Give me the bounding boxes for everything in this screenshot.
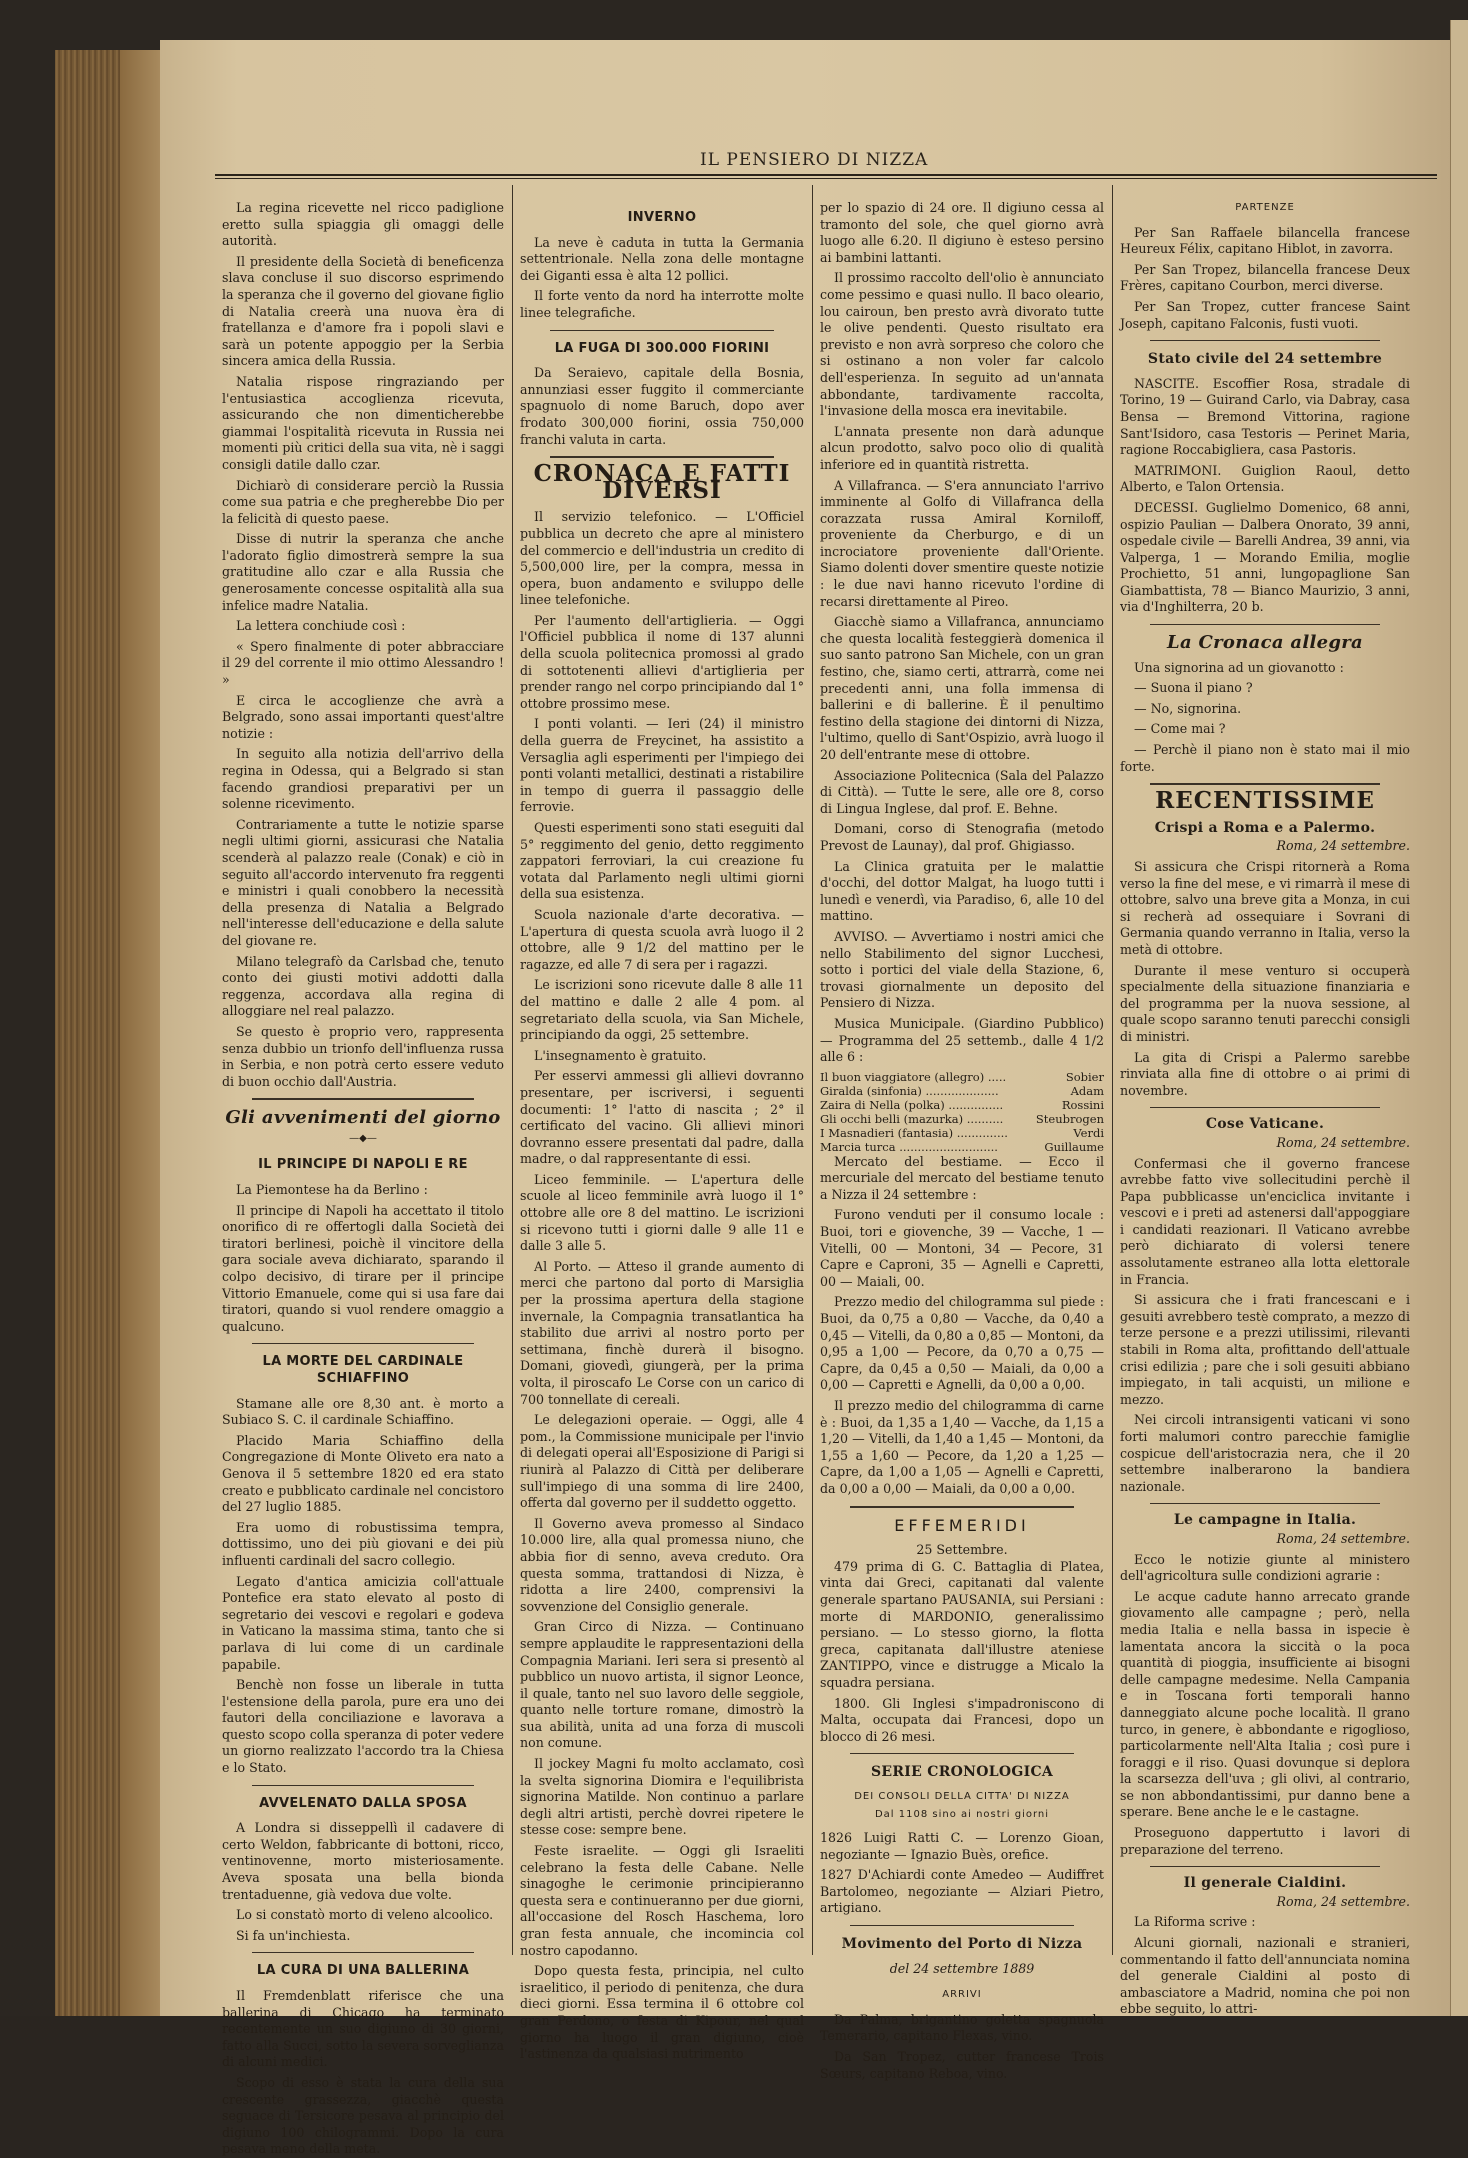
paragraph: Associazione Politecnica (Sala del Palazzo di Città). — Tutte le sere, alle ore 8, corso di Lingua Inglese, dal prof. E. Behne. [820,767,1104,816]
paragraph: Per San Raffaele bilancella francese Heureux Félix, capitano Hiblot, in zavorra. [1120,224,1410,257]
date-line: Roma, 24 settembre. [1276,1530,1410,1546]
paragraph: Si assicura che Crispi ritornerà a Roma verso la fine del mese, e vi rimarrà il mese di ottobre, salvo una breve gita a Monza, in cui si recherà ad ossequiare i Sovrani di Germania quando verranno in Italia, verso la metà di ottobre. [1120,859,1410,957]
paragraph: La lettera conchiude così : [236,618,406,634]
paragraph: Milano telegrafò da Carlsbad che, tenuto conto dei giusti motivi addotti dalla reggenza, accordava alla regina di alloggiare nel real palazzo. [222,953,504,1019]
program-piece: Gli occhi belli (mazurka) .......... [820,1111,1004,1126]
paragraph: Era uomo di robustissima tempra, dottissimo, uno dei più giovani e dei più influenti cardinali del sacro collegio. [222,1519,504,1568]
divider [1150,624,1380,625]
music-program [820,1070,1104,1154]
paragraph: DECESSI. Guglielmo Domenico, 68 anni, ospizio Paulian — Dalbera Onorato, 39 anni, ospedale civile — Barelli Andrea, 39 anni, via Valperga, 1 — Morando Emilia, moglie Prochietto, 51 anni, lungopaglione San Giambattista, 78 — Bianco Maurizio, 3 anni, via d'Inghilterra, 20 b. [1120,499,1410,615]
paragraph: La Piemontese ha da Berlino : [236,1182,428,1198]
divider [252,1098,474,1100]
paragraph: Benchè non fosse un liberale in tutta l'estensione della parola, pure era uno dei fautori della conciliazione e lavorava a questo scopo colla speranza di poter vedere un giorno realizzato l'accordo tra la Chiesa e lo Stato. [222,1677,504,1776]
paragraph: La Riforma scrive : [1134,1914,1256,1930]
date-line: Roma, 24 settembre. [1276,1893,1410,1909]
program-row [820,1098,1104,1112]
paragraph: Per l'aumento dell'artiglieria. — Oggi l'Officiel pubblica il nome di 137 alunni della scuola politecnica promossi al grado di sottotenenti allievi d'artiglieria per prender rango nel corpo principiando dal 1° ottobre prossimo mese. [520,612,804,711]
book-spine-edge [120,50,160,2016]
column-1 [222,200,504,2157]
paragraph: In seguito alla notizia dell'arrivo della regina in Odessa, qui a Belgrado si stan facendo grandiosi preparativi per un solenne ricevimento. [222,746,504,812]
article-heading: AVVELENATO DALLA SPOSA [259,1795,467,1811]
paragraph: « Spero finalmente di poter abbracciare il 29 del corrente il mio ottimo Alessandro ! » [222,638,504,688]
divider [850,1506,1074,1508]
program-piece: Marcia turca ........................... [820,1139,998,1154]
paragraph: Il presidente della Società di beneficenza slava concluse il suo discorso esprimendo la speranza che il governo del giovane figlio di Natalia creerà una nuova èra di fratellanza e d'amore fra i popoli slavi e sarà un potente appoggio per la Serbia sincera amica della Russia. [222,253,504,369]
paragraph: Domani, corso di Stenografia (metodo Prevost de Launay), dal prof. Ghigiasso. [820,821,1104,853]
ornament-icon: —◆— [349,1132,377,1144]
divider [1150,1866,1380,1867]
article-heading: Il generale Cialdini. [1183,1875,1347,1892]
paragraph: Giacchè siamo a Villafranca, annunciamo che questa località festeggierà domenica il suo santo patrono San Michele, con un gran festino, che, siamo certi, attrarrà, come nei precedenti anni, una folla immensa di ballerini e di ballerine. È il penultimo festino della stagione dei dintorni di Nizza, l'ultimo, quello di Sant'Ospizio, avrà luogo il 20 dell'entrante mese di ottobre. [820,614,1104,762]
paragraph: Il prezzo medio del chilogramma di carne è : Buoi, da 1,35 a 1,40 — Vacche, da 1,15 a 1,20 — Vitelli, da 1,40 a 1,45 — Montoni, da 1,55 a 1,60 — Pecore, da 1,20 a 1,25 — Capre, da 1,00 a 1,05 — Agnelli e Capretti, da 0,00 a 0,00 — Maiali, da 0,00 a 0,00. [820,1398,1104,1496]
article-heading: LA CURA DI UNA BALLERINA [256,1963,470,1979]
paragraph: — No, signorina. [1134,700,1242,716]
program-row [820,1070,1104,1084]
divider [850,1753,1074,1754]
program-piece: I Masnadieri (fantasia) .............. [820,1125,1008,1140]
program-piece: Zaira di Nella (polka) ............... [820,1097,1004,1112]
section-heading: EFFEMERIDI [894,1515,1030,1535]
divider [1150,340,1380,341]
paragraph: Una signorina ad un giovanotto : [1134,659,1344,675]
date-line: Roma, 24 settembre. [1276,1134,1410,1150]
paragraph: E circa le accoglienze che avrà a Belgrado, sono assai importanti quest'altre notizie : [222,692,504,741]
paragraph: Per San Tropez, cutter francese Saint Joseph, capitano Falconis, fusti vuoti. [1120,298,1410,331]
paragraph: MATRIMONI. Guiglion Raoul, detto Alberto, e Talon Ortensia. [1120,462,1410,495]
program-composer: Sobier [1065,1069,1104,1084]
section-heading: Stato civile del 24 settembre [1147,351,1383,368]
running-title: IL PENSIERO DI NIZZA [700,150,929,170]
paragraph: Disse di nutrir la speranza che anche l'adorato figlio dimostrerà sempre la sua gratitudine allo czar e alla Russia che generosamente concesse ospitalità alla sua infelice madre Natalia. [222,531,504,613]
divider [1150,1107,1380,1108]
paragraph: Liceo femminile. — L'apertura delle scuole al liceo femminile avrà luogo il 1° ottobre alle ore 8 del mattino. Le iscrizioni si ricevono tutti i giorni dalle 9 alle 11 e dalle 3 alle 5. [520,1171,804,1254]
divider [252,1343,474,1344]
section-heading: La Cronaca allegra [1167,632,1363,654]
section-heading: SERIE CRONOLOGICA [870,1764,1054,1781]
column-rule [512,185,513,1955]
paragraph: Dopo questa festa, principia, nel culto israelitico, il periodo di penitenza, che dura dieci giorni. Essa termina il 6 ottobre col gran Perdono, o festa di Kipour, nel qual giorno ha luogo il gran digiuno, cioè l'astinenza da qualsiasi nutrimento [520,1963,804,2062]
paragraph: 1800. Gli Inglesi s'impadroniscono di Malta, occupata dai Francesi, dopo un blocco di 26 mesi. [820,1695,1104,1744]
divider [1150,1503,1380,1504]
column-3 [820,200,1104,2081]
paragraph: 479 prima di G. C. Battaglia di Platea, vinta dai Greci, capitanati dal valente generale spartano PAUSANIA, sui Persiani : morte di MARDONIO, generalissimo persiano. — Lo stesso giorno, la flotta greca, capitanata dall'illustre ateniese ZANTIPPO, vince e distrugge a Micalo la squadra persiana. [820,1558,1104,1690]
paragraph: Da Palma, brigantino goletta spagnuola Temerario, capitano Flexas, vino. [820,2011,1104,2044]
paragraph: Per esservi ammessi gli allievi dovranno presentare, per iscriversi, i seguenti documenti: 1° l'atto di nascita ; 2° il certificato del vacino. Gli allievi minori dovranno essere presentati dal padre, dalla madre, o dal rappresentante di essi. [520,1068,804,1167]
paragraph: Contrariamente a tutte le notizie sparse negli ultimi giorni, assicurasi che Natalia scenderà al palazzo reale (Conak) e ciò in seguito all'accordo intervenuto fra reggenti e ministri i quali conobbero la necessità della presenza di Natalia a Belgrado nell'interesse dell'educazione e della salute del giovane re. [222,816,504,948]
paragraph: Il principe di Napoli ha accettato il titolo onorifico di re offertogli dalla Società dei tiratori berlinesi, poichè il vincitore della gara sociale aveva dichiarato, sparando il colpo decisivo, di tirare per il principe Vittorio Emanuele, come qui si usa fare dai tiratori, quando si vuol rendere omaggio a qualcuno. [222,1202,504,1334]
facing-page-edge [1450,20,1468,2016]
divider [850,1925,1074,1926]
paragraph: NASCITE. Escoffier Rosa, stradale di Torino, 19 — Guirand Carlo, via Dabray, casa Bensa — Bremond Vittorina, ragione Sant'Isidoro, casa Testoris — Perinet Maria, ragione Roccabigliera, casa Pastoris. [1120,375,1410,458]
program-composer: Verdi [1073,1125,1104,1140]
date-line: 25 Settembre. [916,1542,1008,1558]
article-heading: IL PRINCIPE DI NAPOLI E RE [258,1157,468,1173]
paragraph: Le delegazioni operaie. — Oggi, alle 4 pom., la Commissione municipale per l'invio di delegati operai all'Esposizione di Parigi si riunirà al Palazzo di Città per deliberare sull'impiego di una somma di lire 2400, offerta dal governo per il suddetto oggetto. [520,1412,804,1511]
program-row [820,1084,1104,1098]
divider [550,330,774,331]
date-line: del 24 settembre 1889 [889,1960,1035,1976]
paragraph: Il prossimo raccolto dell'olio è annunciato come pessimo e quasi nullo. Il baco oleario, lou cairoun, ben presto avrà divorato tutte le olive pendenti. Questo risultato era previsto e non avrà sorpreso che coloro che si ostinano a non voler far calcolo dell'esperienza. In seguito ad un'annata abbondante, tardivamente raccolta, l'invasione della mosca era inevitabile. [820,270,1104,419]
paragraph: L'insegnamento è gratuito. [534,1047,707,1063]
divider [1150,783,1380,785]
article-heading: LA FUGA DI 300.000 FIORINI [554,340,770,356]
program-piece: Giralda (sinfonia) .................... [820,1083,999,1098]
section-heading: CRONACA E FATTI DIVERSI [533,460,791,504]
article-heading: Cose Vaticane. [1205,1116,1325,1133]
paragraph: AVVISO. — Avvertiamo i nostri amici che nello Stabilimento del signor Lucchesi, sotto i portici del viale della Stazione, 6, trovasi giornalmente un deposito del Pensiero di Nizza. [820,928,1104,1011]
header-rule [215,174,1437,179]
column-2 [520,200,804,2062]
divider [550,456,774,458]
paragraph: Alcuni giornali, nazionali e stranieri, commentando il fatto dell'annunciata nomina del generale Cialdini al posto di ambasciatore a Madrid, nomina che poi non ebbe seguito, lo attri- [1120,1935,1410,2017]
paragraph: A Londra si disseppellì il cadavere di certo Weldon, fabbricante di bottoni, ricco, ventinovenne, morto misteriosamente. Aveva sposata una bella bionda trentaduenne, già vedova due volte. [222,1820,504,1902]
paragraph: Per San Tropez, bilancella francese Deux Frères, capitano Courbon, merci diverse. [1120,261,1410,294]
paragraph: A Villafranca. — S'era annunciato l'arrivo imminente al Golfo di Villafranca della corazzata russa Amiral Korniloff, proveniente da Cherburgo, e di un incrociatore proveniente dall'Oriente. Siamo dolenti dover smentire queste notizie : le due navi hanno ricevuto l'ordine di recarsi direttamente al Pireo. [820,477,1104,609]
article-heading: Le campagne in Italia. [1173,1512,1357,1529]
paragraph: Questi esperimenti sono stati eseguiti dal 5° reggimento del genio, detto reggimento zappatori ferroviari, la cui creazione fu votata dal Parlamento negli ultimi giorni della sua esistenza. [520,820,804,902]
program-row [820,1140,1104,1154]
article-heading: Crispi a Roma e a Palermo. [1154,819,1376,836]
subheading: Dal 1108 sino ai nostri giorni [874,1809,1050,1821]
paragraph: Da San Tropez, cutter francese Trois Sœurs, capitano Reboa, vino. [820,2049,1104,2081]
paragraph: Musica Municipale. (Giardino Pubblico) — Programma del 25 settemb., dalle 4 1/2 alle 6 : [820,1015,1104,1065]
article-heading: LA MORTE DEL CARDINALE SCHIAFFINO [262,1354,464,1386]
paragraph: Il Governo aveva promesso al Sindaco 10.000 lire, alla qual promessa niuno, che abbia fior di senno, aveva creduto. Ora questa somma, trattandosi di Nizza, è ridotta a lire 2400, comprensivi la sovvenzione del Consiglio generale. [520,1515,804,1614]
program-piece: Il buon viaggiatore (allegro) ..... [820,1069,1007,1084]
paragraph: Le acque cadute hanno arrecato grande giovamento alle campagne ; però, nella media Italia e nella bassa in ispecie è lamentata ancora la siccità o la poca quantità di pioggia, insufficiente ai bisogni delle campagne medesime. Nella Campania e in Toscana forti temporali hanno danneggiato alcune poche località. Il grano turco, in genere, è abbondante e rigoglioso, particolarmente nell'Alta Italia ; così pure i foraggi e il riso. Quasi dovunque si deplora la scarsezza dell'uva ; gli olivi, al contrario, se non abbondantissimi, pur danno bene a sperare. Bene anche le e le castagne. [1120,1588,1410,1820]
section-heading: Gli avvenimenti del giorno [225,1107,501,1129]
paragraph: Si assicura che i frati francescani e i gesuiti avrebbero testè comprato, a mezzo di terze persone e a prezzi utilissimi, rilevanti stabili in Roma alta, profittando dell'attuale crisi edilizia ; pare che i soli gesuiti abbiano impiegato, in tali acquisti, un milione e mezzo. [1120,1292,1410,1407]
paragraph: Placido Maria Schiaffino della Congregazione di Monte Oliveto era nato a Genova il 5 settembre 1820 ed era stato creato e pubblicato cardinale nel concistoro del 27 luglio 1885. [222,1432,504,1515]
paragraph: Il forte vento da nord ha interrotte molte linee telegrafiche. [520,288,804,320]
paragraph: Stamane alle ore 8,30 ant. è morto a Subiaco S. C. il cardinale Schiaffino. [222,1395,504,1428]
program-composer: Steubrogen [1035,1111,1104,1126]
paragraph: La gita di Crispi a Palermo sarebbe rinviata alla fine di ottobre o ai primi di novembre. [1120,1049,1410,1098]
paragraph: La Clinica gratuita per le malattie d'occhi, del dottor Malgat, ha luogo tutti i lunedì e venerdì, via Paradiso, 6, alle 10 del mattino. [820,858,1104,924]
paragraph: Al Porto. — Atteso il grande aumento di merci che partono dal porto di Marsiglia per la prossima apertura della stagione invernale, la Compagnia transatlantica ha stabilito due arrivi al nostro porto per settimana, finchè durerà il bisogno. Domani, giovedì, giungerà, per la prima volta, il piroscafo Le Corse con un carico di 700 tonnellate di cereali. [520,1258,804,1407]
program-composer: Rossini [1061,1097,1104,1112]
paragraph: — Perchè il piano non è stato mai il mio forte. [1120,742,1410,774]
paragraph: — Suona il piano ? [1134,680,1253,696]
paragraph: Mercato del bestiame. — Ecco il mercuriale del mercato del bestiame tenuto a Nizza il 24 settembre : [820,1153,1104,1202]
paragraph: Durante il mese venturo si occuperà specialmente della situazione finanziaria e del programma per la nuova sessione, al quale scopo saranno tenuti parecchi consigli di ministri. [1120,962,1410,1044]
article-heading: INVERNO [627,210,697,225]
subheading: DEI CONSOLI DELLA CITTA' DI NIZZA [854,1790,1070,1802]
paragraph: 1827 D'Achiardi conte Amedeo — Audiffret Bartolomeo, negoziante — Alziari Pietro, artigiano. [820,1867,1104,1916]
paragraph: 1826 Luigi Ratti C. — Lorenzo Gioan, negoziante — Ignazio Buès, orefice. [820,1830,1104,1862]
paragraph: L'annata presente non darà adunque alcun prodotto, salvo poco olio di qualità inferiore ed in quantità ristretta. [820,423,1104,472]
column-rule [812,185,813,1955]
paragraph: Natalia rispose ringraziando per l'entusiastica accoglienza ricevuta, assicurando che non dimenticherebbe giammai l'ospitalità ricevuta in Russia nei momenti più critici della sua vita, nè i saggi consigli datile dallo czar. [222,373,504,472]
paragraph: Il Fremdenblatt riferisce che una ballerina di Chicago ha terminato recentemente un suo digiuno di 30 giorni, fatto alla Succi, sotto la severa sorveglianza di alcuni medici. [222,1988,504,2070]
paragraph: Se questo è proprio vero, rappresenta senza dubbio un trionfo dell'influenza russa in Serbia, e non potrà certo essere veduto di buon occhio dall'Austria. [222,1023,504,1089]
paragraph: Si fa un'inchiesta. [236,1927,351,1943]
paragraph: I ponti volanti. — Ieri (24) il ministro della guerra de Freycinet, ha assistito a Versaglia agli esperimenti per l'impiego dei ponti volanti metallici, destinati a ristabilire in tempo di guerra il passaggio delle ferrovie. [520,716,804,815]
paragraph: Da Seraievo, capitale della Bosnia, annunziasi esser fuggito il commerciante spagnuolo di nome Baruch, dopo aver frodato 300,000 fiorini, ossia 750,000 franchi valuta in carta. [520,365,804,447]
divider [252,1952,474,1953]
paragraph: Legato d'antica amicizia coll'attuale Pontefice era stato elevato al posto di segretario dei vescovi e regolari e godeva in Vaticano la massima stima, tanto che si parlava di lui come di un cardinale papabile. [222,1573,504,1672]
paragraph: per lo spazio di 24 ore. Il digiuno cessa al tramonto del sole, che quel giorno avrà luogo alle 6.20. Il digiuno è esteso persino ai bambini lattanti. [820,200,1104,265]
column-rule [1112,185,1113,1955]
paragraph: Dichiarò di considerare perciò la Russia come sua patria e che pregherebbe Dio per la felicità di questo paese. [222,477,504,526]
paragraph: La regina ricevette nel ricco padiglione eretto sulla spiaggia gli omaggi delle autorità. [222,200,504,249]
paragraph: Il servizio telefonico. — L'Officiel pubblica un decreto che apre al ministero del commercio e dell'industria un credito di 5,500,000 lire, per la compra, messa in opera, buon andamento e sviluppo delle linee telefoniche. [520,509,804,608]
paragraph: Nei circoli intransigenti vaticani vi sono forti malumori contro parecchie famiglie cospicue dell'aristocrazia nera, che il 20 settembre inalberarono la bandiera nazionale. [1120,1412,1410,1494]
program-composer: Adam [1070,1083,1104,1098]
program-composer: Guillaume [1044,1139,1104,1154]
paragraph: Ecco le notizie giunte al ministero dell'agricoltura sulle condizioni agrarie : [1120,1551,1410,1584]
divider [252,1785,474,1786]
subheading: PARTENZE [1235,202,1295,213]
paragraph: — Come mai ? [1134,721,1226,737]
program-row [820,1126,1104,1140]
paragraph: Le iscrizioni sono ricevute dalle 8 alle 11 del mattino e dalle 2 alle 4 pom. al segretariato della scuola, via San Michele, principiando da oggi, 25 settembre. [520,977,804,1043]
paragraph: Prezzo medio del chilogramma sul piede : Buoi, da 0,75 a 0,80 — Vacche, da 0,40 a 0,45 — Vitelli, da 0,80 a 0,85 — Montoni, da 0,95 a 1,00 — Pecore, da 0,70 a 0,75 — Capre, da 0,45 a 0,50 — Maiali, da 0,00 a 0,00 — Capretti e Agnelli, da 0,00 a 0,00. [820,1294,1104,1393]
paragraph: Proseguono dappertutto i lavori di preparazione del terreno. [1120,1825,1410,1857]
subheading: ARRIVI [942,1989,982,2001]
paragraph: La neve è caduta in tutta la Germania settentrionale. Nella zona delle montagne dei Giganti essa è alta 12 pollici. [520,234,804,283]
program-row [820,1112,1104,1126]
paragraph: Furono venduti per il consumo locale : Buoi, tori e giovenche, 39 — Vacche, 1 — Vitelli, 00 — Montoni, 34 — Pecore, 31 Capre e Caproni, 35 — Agnelli e Capretti, 00 — Maiali, 00. [820,1207,1104,1289]
column-4 [1120,200,1410,2017]
paragraph: Lo si constatò morto di veleno alcoolico. [236,1907,494,1923]
paragraph: Il jockey Magni fu molto acclamato, così la svelta signorina Diomira e l'equilibrista signorina Matilde. Non continuo a parlare degli altri artisti, perchè dovrei ripetere le stesse cose: sempre bene. [520,1756,804,1838]
paragraph: Scuola nazionale d'arte decorativa. — L'apertura di questa scuola avrà luogo il 2 ottobre, alle 9 1/2 del mattino per le ragazze, ed alle 7 di sera per i ragazzi. [520,906,804,972]
date-line: Roma, 24 settembre. [1276,838,1410,854]
section-heading: Movimento del Porto di Nizza [841,1936,1083,1953]
paragraph: Scopo di esso è stata la cura della sua crescente grassezza, giacchè questa seguace di Tersicore pesava al principio del digiuno 100 chilogrammi. Dopo la cura pesava meno della meta. [222,2074,504,2157]
section-heading: RECENTISSIME [1155,787,1375,815]
paragraph: Confermasi che il governo francese avrebbe fatto vive sollecitudini perchè il Papa pubblicasse un'enciclica invitante i vescovi e i preti ad astenersi dall'appoggiare i candidati reazionari. Il Vaticano avrebbe però dichiarato di volersi tenere assolutamente estraneo alla lotta elettorale in Francia. [1120,1155,1410,1287]
paragraph: Feste israelite. — Oggi gli Israeliti celebrano la festa delle Cabane. Nelle sinagoghe le cerimonie principieranno questa sera e continueranno per due giorni, all'occasione del Rosch Haschema, loro gran festa annuale, che incomincia col nostro capodanno. [520,1843,804,1958]
paragraph: Gran Circo di Nizza. — Continuano sempre applaudite le rappresentazioni della Compagnia Mariani. Ieri sera si presentò al pubblico un nuovo artista, il signor Leonce, il quale, tanto nel suo lavoro delle seggiole, quanto nelle torture romane, dimostrò la sua abilità, unita ad una forza di muscoli non comune. [520,1619,804,1751]
